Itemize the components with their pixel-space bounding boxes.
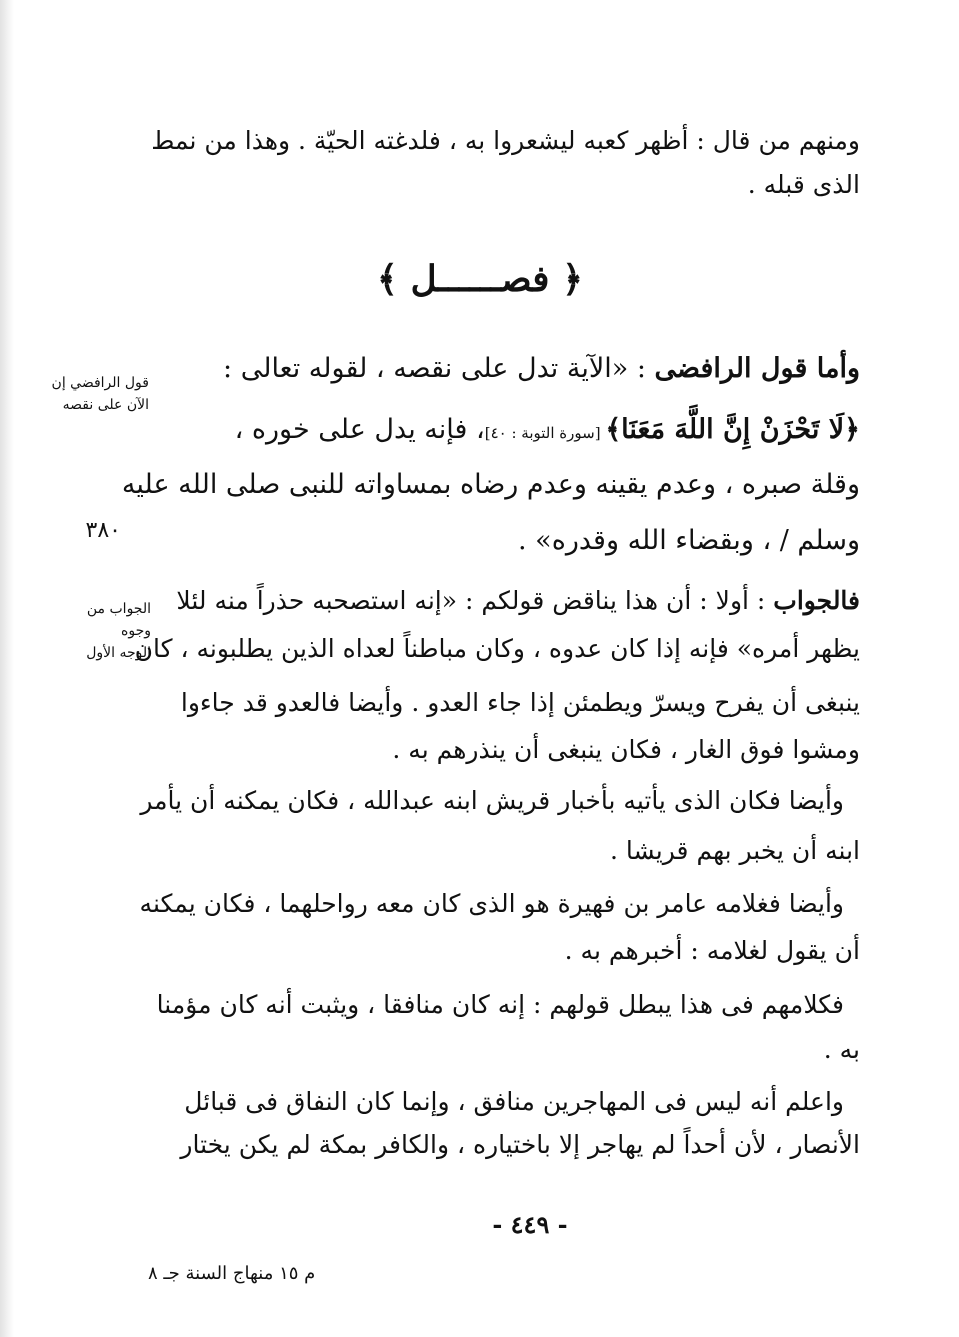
margin-note-1-line-2: الآن على نقصه <box>62 397 149 413</box>
manuscript-folio-number: ٣٨٠ <box>85 518 121 543</box>
margin-note-1 <box>52 372 149 416</box>
p6-line-2: الأنصار ، لأن أحداً لم يهاجر إلا باختياره ، والكافر بمكة لم يكن يختار <box>180 1130 860 1159</box>
p2-line-1 <box>176 584 860 618</box>
margin-note-2-line-2: وجوه <box>121 623 151 639</box>
p1-line-2 <box>235 413 860 450</box>
p4-line-1: وأيضا فغلامه عامر بن فهيرة هو الذى كان معه رواحلهما ، فكان يمكنه <box>139 889 844 918</box>
p3-line-1: وأيضا فكان الذى يأتيه بأخبار قريش ابنه عبدالله ، فكان يمكنه أن يأمر <box>140 786 844 815</box>
section-heading: ﴿ فصــــــل ﴾ <box>376 258 584 300</box>
p6-line-1: واعلم أنه ليس فى المهاجرين منافق ، وإنما كان النفاق فى قبائل <box>184 1087 844 1116</box>
page-number: - ٤٤٩ - <box>492 1210 568 1239</box>
margin-note-2-line-1: الجواب من <box>86 601 151 617</box>
p1-line-1 <box>223 352 860 386</box>
margin-note-2-line-3: الوجه الأول <box>86 645 151 661</box>
verse-reference: [سورة التوبة : ٤٠] <box>484 424 606 442</box>
p1-line-4: وسلم / ، وبقضاء الله وقدره» . <box>518 525 860 556</box>
p5-line-2: به . <box>823 1035 860 1064</box>
p2-line-1-text: : أولا : أن هذا يناقض قولكم : «إنه استصحبه حذراً منه لئلا <box>176 586 774 615</box>
p2-line-4: ومشوا فوق الغار ، فكان ينبغى أن ينذرهم به . <box>392 735 860 764</box>
intro-line-1: ومنهم من قال : أظهر كعبه ليشعروا به ، فلدغته الحيّة . وهذا من نمط <box>151 126 860 155</box>
p2-lead: فالجواب <box>773 586 860 615</box>
p1-lead: وأما قول الرافضى <box>654 353 860 384</box>
margin-note-1-line-1: قول الرافضي إن <box>51 375 149 391</box>
p1-line-3: وقلة صبره ، وعدم يقينه وعدم رضاه بمساواته للنبى صلى الله عليه <box>121 469 860 500</box>
footer-signature: م ١٥ منهاج السنة جـ ٨ <box>148 1263 316 1284</box>
intro-line-2: الذى قبله . <box>747 170 860 199</box>
p5-line-1: فكلامهم فى هذا يبطل قولهم : إنه كان منافقا ، ويثبت أنه كان مؤمنا <box>156 990 844 1019</box>
margin-note-2 <box>86 598 151 664</box>
p1-line-1-text: : «الآية تدل على نقصه ، لقوله تعالى : <box>223 353 655 384</box>
p2-line-3: ينبغى أن يفرح ويسرّ ويطمئن إذا جاء العدو . وأيضا فالعدو قد جاءوا <box>180 688 860 717</box>
p2-line-2: يظهر أمره» فإنه إذا كان عدوه ، وكان مباطناً لعداه الذين يطلبونه ، كان <box>134 634 860 663</box>
p1-line-2-text: ، فإنه يدل على خوره ، <box>234 414 485 445</box>
p4-line-2: أن يقول لغلامه : أخبرهم به . <box>564 936 860 965</box>
scan-edge-shadow <box>0 0 14 1337</box>
p3-line-2: ابنه أن يخبر بهم قريشا . <box>609 836 860 865</box>
quran-verse: ﴿لَا تَحْزَنْ إِنَّ اللَّهَ مَعَنَا﴾ <box>605 414 860 445</box>
